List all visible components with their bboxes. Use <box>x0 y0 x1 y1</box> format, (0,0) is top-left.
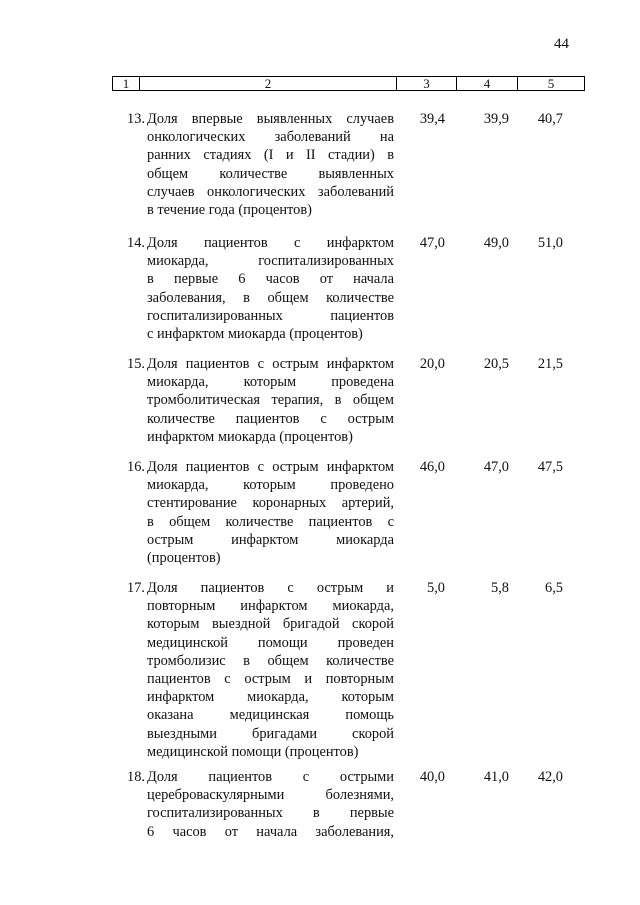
row-description <box>147 234 394 343</box>
description-line: заболевания, в общем количестве <box>147 289 394 306</box>
description-line: миокарда, которым проведена <box>147 374 394 391</box>
value-col-3: 46,0 <box>419 459 445 475</box>
column-header-3: 3 <box>397 77 457 91</box>
description-line: цереброваскулярными болезнями, <box>147 787 394 804</box>
value-col-5: 42,0 <box>537 769 563 785</box>
description-line: миокарда, которым проведено <box>147 477 394 494</box>
column-header-row <box>113 77 585 91</box>
value-col-3: 39,4 <box>419 111 445 127</box>
row-number: 13. <box>127 111 145 127</box>
description-line: Доля пациентов с острыми <box>147 769 394 785</box>
row-description <box>147 579 394 761</box>
description-line: острым инфарктом миокарда <box>147 531 394 548</box>
value-col-3: 47,0 <box>419 235 445 251</box>
value-col-5: 21,5 <box>537 356 563 372</box>
row-description <box>147 355 394 446</box>
column-header-1: 1 <box>113 77 140 91</box>
value-col-4: 39,9 <box>483 111 509 127</box>
value-col-5: 51,0 <box>537 235 563 251</box>
description-line: инфарктом миокарда, которым <box>147 689 394 706</box>
description-line: миокарда, госпитализированных <box>147 253 394 270</box>
column-header-5: 5 <box>518 77 585 91</box>
description-line: в первые 6 часов от начала <box>147 271 394 288</box>
row-number: 18. <box>127 769 145 785</box>
description-line: в общем количестве пациентов с <box>147 513 394 530</box>
description-line: Доля впервые выявленных случаев <box>147 111 394 127</box>
description-line: госпитализированных в первые <box>147 805 394 822</box>
row-number: 15. <box>127 356 145 372</box>
description-line: Доля пациентов с острым и <box>147 580 394 596</box>
description-line: Доля пациентов с инфарктом <box>147 235 394 251</box>
description-line: случаев онкологических заболеваний <box>147 183 394 200</box>
description-line: выездными бригадами скорой <box>147 725 394 742</box>
description-line: Доля пациентов с острым инфарктом <box>147 459 394 475</box>
value-col-5: 6,5 <box>545 580 563 596</box>
description-line: оказана медицинская помощь <box>147 707 394 724</box>
value-col-4: 20,5 <box>483 356 509 372</box>
description-line: тромболизис в общем количестве <box>147 652 394 669</box>
description-line: повторным инфарктом миокарда, <box>147 598 394 615</box>
column-header-table <box>112 76 585 91</box>
description-line: стентирование коронарных артерий, <box>147 495 394 512</box>
description-line: онкологических заболеваний на <box>147 129 394 146</box>
row-description <box>147 458 394 567</box>
description-line: количестве пациентов с острым <box>147 410 394 427</box>
description-line: пациентов с острым и повторным <box>147 671 394 688</box>
description-line: медицинской помощи проведен <box>147 634 394 651</box>
row-description <box>147 768 394 841</box>
description-line: тромболитическая терапия, в общем <box>147 392 394 409</box>
description-line: ранних стадиях (I и II стадии) в <box>147 147 394 164</box>
row-number: 14. <box>127 235 145 251</box>
column-header-2: 2 <box>140 77 397 91</box>
value-col-4: 47,0 <box>483 459 509 475</box>
description-line: которым выездной бригадой скорой <box>147 616 394 633</box>
row-description <box>147 110 394 219</box>
value-col-4: 41,0 <box>483 769 509 785</box>
value-col-5: 47,5 <box>537 459 563 475</box>
value-col-3: 40,0 <box>419 769 445 785</box>
row-number: 17. <box>127 580 145 596</box>
description-line: с инфарктом миокарда (процентов) <box>147 326 363 343</box>
page-number: 44 <box>554 36 569 52</box>
description-line: Доля пациентов с острым инфарктом <box>147 356 394 372</box>
value-col-4: 49,0 <box>483 235 509 251</box>
row-number: 16. <box>127 459 145 475</box>
description-line: госпитализированных пациентов <box>147 307 394 324</box>
description-line: инфарктом миокарда (процентов) <box>147 428 353 445</box>
description-line: общем количестве выявленных <box>147 165 394 182</box>
description-line: медицинской помощи (процентов) <box>147 743 359 760</box>
column-header-4: 4 <box>457 77 518 91</box>
value-col-4: 5,8 <box>491 580 509 596</box>
description-line: в течение года (процентов) <box>147 202 312 219</box>
value-col-3: 5,0 <box>427 580 445 596</box>
value-col-3: 20,0 <box>419 356 445 372</box>
description-line: 6 часов от начала заболевания, <box>147 823 394 840</box>
description-line: (процентов) <box>147 550 221 567</box>
value-col-5: 40,7 <box>537 111 563 127</box>
